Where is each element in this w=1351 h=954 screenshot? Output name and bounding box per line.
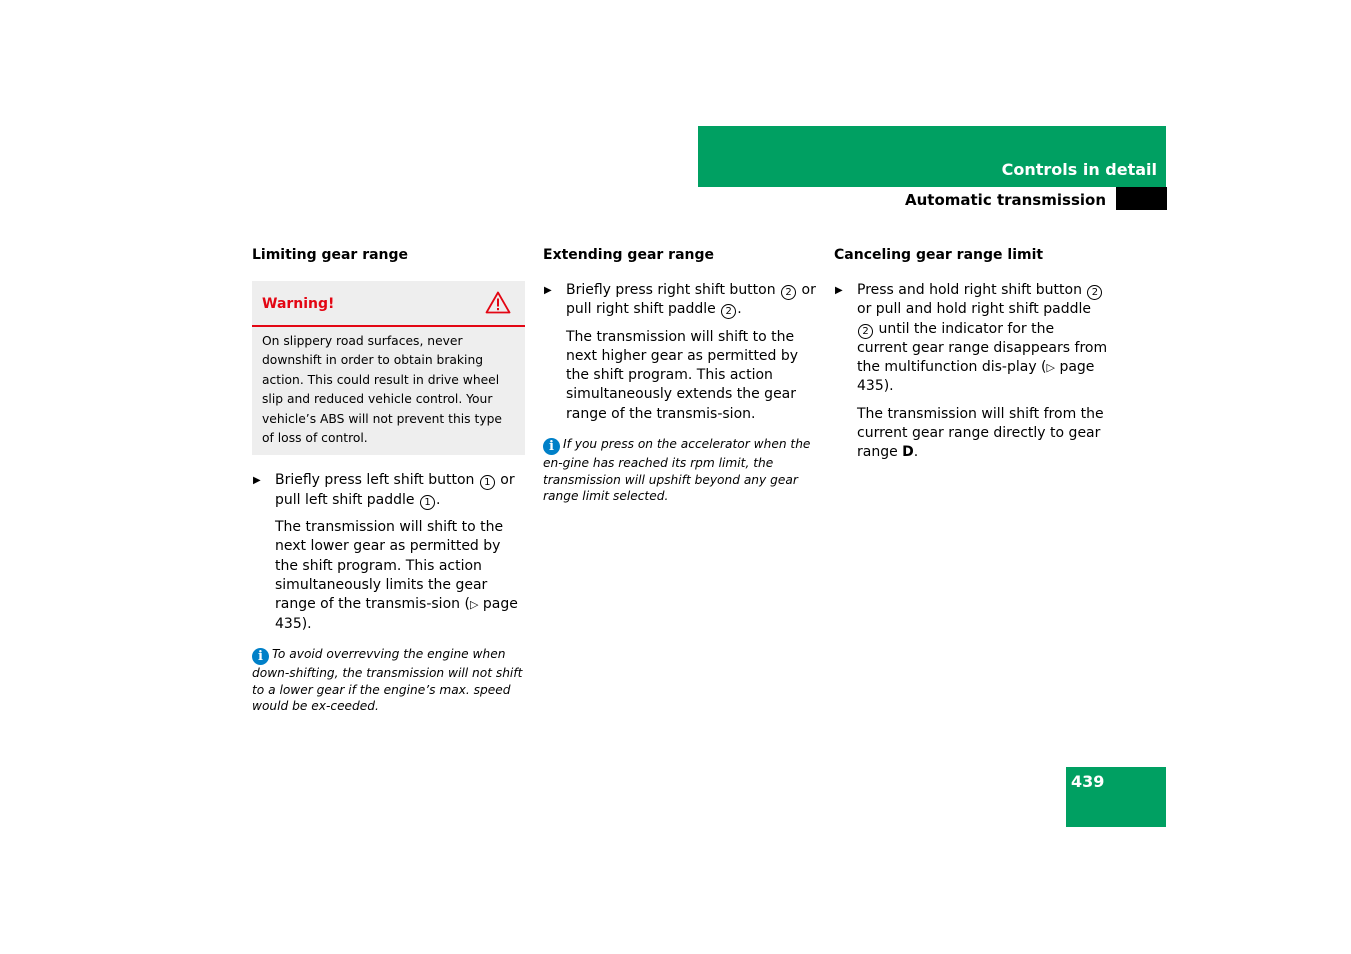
heading-canceling-gear-range-limit: Canceling gear range limit	[834, 247, 1044, 263]
step-text: or pull left shift paddle	[275, 472, 515, 508]
page-ref-arrow-icon: ▷	[469, 598, 479, 612]
instruction-step	[543, 281, 818, 320]
callout-number: 2	[1087, 285, 1102, 300]
result-text: .	[913, 444, 919, 461]
callout-number: 1	[420, 495, 435, 510]
chapter-title: Controls in detail	[1001, 160, 1157, 179]
section-title: Automatic transmission	[905, 191, 1106, 209]
gear-range-label: D	[902, 444, 914, 461]
warning-label: Warning!	[262, 296, 335, 312]
step-text: or pull right shift paddle	[566, 282, 816, 318]
callout-number: 2	[858, 324, 873, 339]
callout-number: 2	[781, 285, 796, 300]
info-note	[543, 436, 818, 505]
column-extending-gear-range	[543, 245, 818, 505]
info-note	[252, 646, 525, 715]
page-reference: page 435).	[275, 596, 518, 632]
bullet-arrow-icon: ▶	[835, 285, 843, 296]
step-text: Briefly press right shift button	[566, 282, 776, 298]
info-note-text: To avoid overrevving the engine when down-shifting, the transmission will not shift to a lower gear if the engine’s max. speed would be ex-ceeded.	[252, 646, 523, 714]
page-ref-arrow-icon: ▷	[1046, 361, 1055, 375]
warning-box	[252, 281, 525, 455]
heading-limiting-gear-range: Limiting gear range	[252, 247, 409, 263]
result-paragraph: The transmission will shift to the next higher gear as permitted by the shift program. This action simultaneously extends the gear range of the transmis-sion.	[566, 328, 799, 422]
step-text: or pull and hold right shift paddle	[857, 301, 1091, 318]
warning-triangle-icon	[485, 291, 511, 314]
step-text: Briefly press left shift button	[275, 472, 475, 489]
instruction-step	[834, 281, 1109, 397]
result-text: The transmission will shift to the next lower gear as permitted by the shift program. This action simultaneously limits the gear range of the transmis-sion (	[275, 519, 504, 613]
result-text: The transmission will shift from the current gear range directly to gear range	[857, 405, 1104, 461]
section-tab-marker	[1116, 187, 1167, 210]
column-limiting-gear-range	[252, 245, 525, 715]
warning-header	[252, 281, 525, 327]
step-text: until the indicator for the current gear range disappears from the multifunction dis-play (	[857, 320, 1108, 376]
step-text: .	[737, 301, 742, 318]
column-canceling-gear-range-limit	[834, 245, 1109, 475]
result-paragraph	[252, 518, 525, 634]
chapter-header-band	[698, 126, 1166, 187]
info-icon: i	[543, 438, 560, 455]
instruction-step	[252, 471, 525, 510]
callout-number: 1	[480, 475, 495, 490]
info-note-text: If you press on the accelerator when the en-gine has reached its rpm limit, the transmission will upshift beyond any gear range limit selected.	[543, 437, 811, 504]
step-text: .	[436, 491, 441, 508]
callout-number: 2	[721, 304, 736, 319]
warning-text: On slippery road surfaces, never downshift in order to obtain braking action. This could result in drive wheel slip and reduced vehicle control. Your vehicle’s ABS will not prevent this type of loss of control.	[262, 334, 502, 446]
heading-extending-gear-range: Extending gear range	[543, 247, 715, 263]
info-icon: i	[252, 648, 269, 665]
step-text: Press and hold right shift button	[857, 282, 1082, 298]
bullet-arrow-icon: ▶	[253, 475, 261, 487]
result-paragraph	[834, 405, 1109, 463]
page-reference: page 435).	[857, 359, 1095, 395]
bullet-arrow-icon: ▶	[544, 285, 552, 296]
page-number: 439	[1071, 772, 1105, 791]
page-number-band	[1066, 767, 1166, 827]
